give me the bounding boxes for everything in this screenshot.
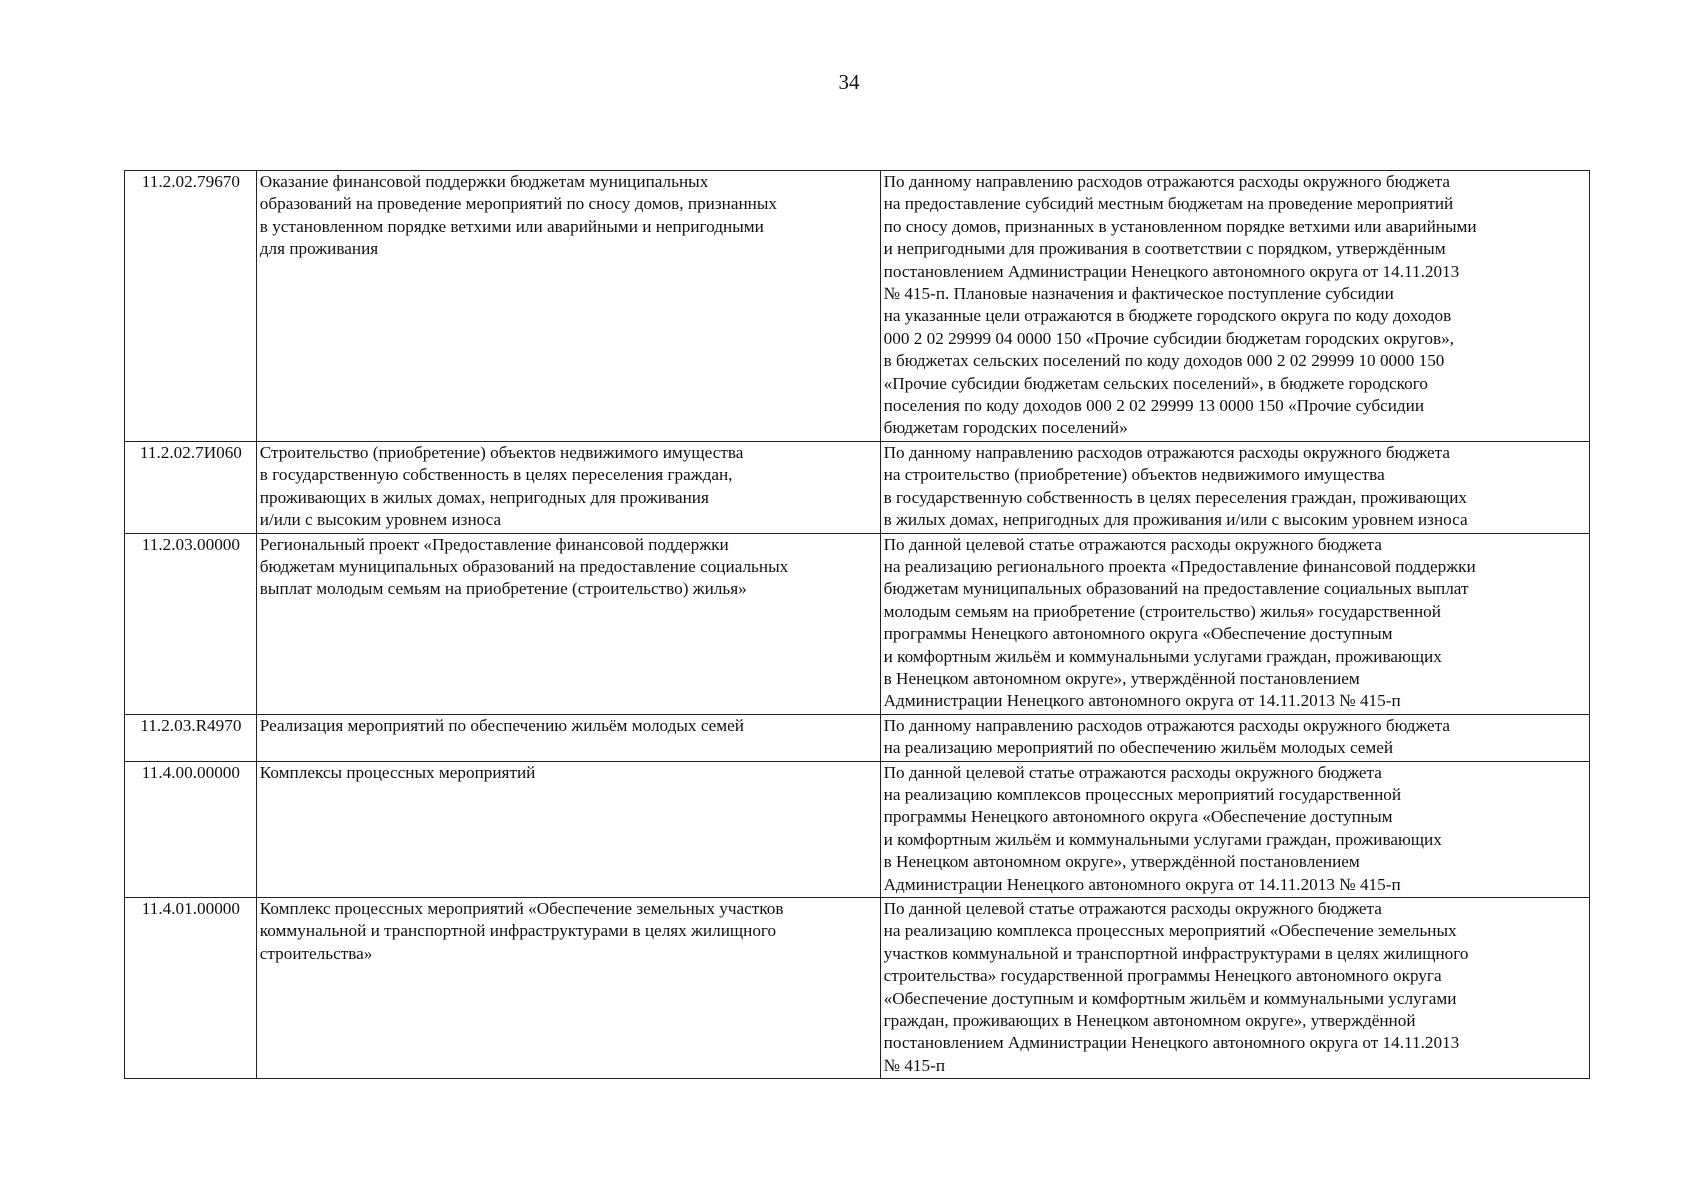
description-line: № 415-п [883, 1055, 946, 1075]
description-line: участков коммунальной и транспортной инфраструктурами в целях жилищного [883, 943, 1469, 963]
code-cell [125, 533, 257, 714]
target-article-code: 11.2.03.00000 [141, 534, 240, 554]
description-line: в жилых домах, непригодных для проживания и/или с высоким уровнем износа [883, 510, 1468, 530]
description-line: По данной целевой статье отражаются расходы окружного бюджета [883, 899, 1382, 918]
target-article-code: 11.2.02.79670 [141, 172, 240, 191]
description-line: молодым семьям на приобретение (строительство) жилья» государственной [883, 601, 1441, 621]
description-line: поселения по коду доходов 000 2 02 29999 13 0000 150 «Прочие субсидии [883, 396, 1425, 416]
name-line: и/или с высоким уровнем износа [259, 510, 502, 530]
budget-classification-table [124, 170, 1590, 1079]
description-line: 000 2 02 29999 04 0000 150 «Прочие субсидии бюджетам городских округов», [883, 328, 1454, 348]
description-line: и комфортным жильём и коммунальными услугами граждан, проживающих [883, 829, 1442, 849]
description-line: в Ненецком автономном округе», утверждённой постановлением [883, 852, 1360, 872]
description-line: на реализацию мероприятий по обеспечению жильём молодых семей [883, 738, 1394, 758]
description-cell [880, 171, 1589, 442]
description-cell [880, 533, 1589, 714]
name-line: коммунальной и транспортной инфраструктурами в целях жилищного [259, 921, 777, 941]
description-line: граждан, проживающих в Ненецком автономном округе», утверждённой [883, 1011, 1416, 1031]
name-cell [256, 533, 880, 714]
code-cell [125, 761, 257, 897]
name-cell [256, 761, 880, 897]
name-line: Комплексы процессных мероприятий [259, 762, 536, 782]
table-body [125, 171, 1590, 1079]
name-line: проживающих в жилых домах, непригодных для проживания [259, 487, 709, 507]
name-line: выплат молодым семьям на приобретение (строительство) жилья» [259, 579, 747, 599]
description-cell [880, 898, 1589, 1079]
name-line: Реализация мероприятий по обеспечению жильём молодых семей [259, 715, 744, 735]
name-line: строительства» [259, 943, 373, 963]
name-line: Комплекс процессных мероприятий «Обеспечение земельных участков [259, 899, 784, 918]
description-line: По данной целевой статье отражаются расходы окружного бюджета [883, 762, 1382, 782]
description-line: на предоставление субсидий местным бюджетам на проведение мероприятий [883, 194, 1454, 214]
description-line: По данному направлению расходов отражаются расходы окружного бюджета [883, 442, 1450, 462]
table-row [125, 441, 1590, 533]
description-line: на реализацию комплекса процессных мероприятий «Обеспечение земельных [883, 921, 1457, 941]
description-line: в бюджетах сельских поселений по коду доходов 000 2 02 29999 10 0000 150 [883, 351, 1445, 371]
description-cell [880, 714, 1589, 761]
description-line: строительства» государственной программы Ненецкого автономного округа [883, 966, 1442, 986]
name-line: для проживания [259, 239, 379, 259]
target-article-code: 11.4.00.00000 [141, 762, 240, 782]
description-line: в Ненецком автономном округе», утверждённой постановлением [883, 668, 1360, 688]
description-line: бюджетам городских поселений» [883, 418, 1128, 438]
description-line: на указанные цели отражаются в бюджете городского округа по коду доходов [883, 306, 1452, 326]
description-line: на реализацию регионального проекта «Предоставление финансовой поддержки [883, 556, 1476, 576]
description-line: и непригодными для проживания в соответствии с порядком, утверждённым [883, 239, 1446, 259]
description-line: По данному направлению расходов отражаются расходы окружного бюджета [883, 715, 1450, 735]
target-article-code: 11.4.01.00000 [141, 899, 240, 918]
name-line: бюджетам муниципальных образований на предоставление социальных [259, 556, 789, 576]
name-line: в государственную собственность в целях переселения граждан, [259, 465, 733, 485]
description-cell [880, 761, 1589, 897]
table-row [125, 898, 1590, 1079]
name-cell [256, 171, 880, 442]
table-row [125, 171, 1590, 442]
target-article-code: 11.2.03.R4970 [140, 715, 242, 735]
description-line: Администрации Ненецкого автономного округа от 14.11.2013 № 415-п [883, 874, 1401, 894]
table-row [125, 761, 1590, 897]
description-line: и комфортным жильём и коммунальными услугами граждан, проживающих [883, 646, 1442, 666]
description-line: бюджетам муниципальных образований на предоставление социальных выплат [883, 579, 1469, 599]
description-line: программы Ненецкого автономного округа «Обеспечение доступным [883, 807, 1393, 827]
name-cell [256, 898, 880, 1079]
code-cell [125, 441, 257, 533]
name-line: в установленном порядке ветхими или аварийными и непригодными [259, 216, 764, 236]
description-cell [880, 441, 1589, 533]
code-cell [125, 171, 257, 442]
description-line: на реализацию комплексов процессных мероприятий государственной [883, 784, 1402, 804]
description-line: Администрации Ненецкого автономного округа от 14.11.2013 № 415-п [883, 691, 1401, 711]
description-line: постановлением Администрации Ненецкого автономного округа от 14.11.2013 [883, 261, 1460, 281]
table-row [125, 533, 1590, 714]
code-cell [125, 714, 257, 761]
code-cell [125, 898, 257, 1079]
description-line: «Обеспечение доступным и комфортным жильём и коммунальными услугами [883, 988, 1457, 1008]
description-line: постановлением Администрации Ненецкого автономного округа от 14.11.2013 [883, 1033, 1460, 1053]
target-article-code: 11.2.02.7И060 [139, 442, 242, 462]
description-line: «Прочие субсидии бюджетам сельских поселений», в бюджете городского [883, 373, 1428, 393]
name-cell [256, 441, 880, 533]
name-line: Оказание финансовой поддержки бюджетам муниципальных [259, 172, 709, 191]
description-line: по сносу домов, признанных в установленном порядке ветхими или аварийными [883, 216, 1477, 236]
name-cell [256, 714, 880, 761]
page-number: 34 [838, 70, 860, 94]
description-line: в государственную собственность в целях переселения граждан, проживающих [883, 487, 1468, 507]
name-line: образований на проведение мероприятий по сносу домов, признанных [259, 194, 778, 214]
description-line: № 415-п. Плановые назначения и фактическое поступление субсидии [883, 284, 1394, 304]
table-row [125, 714, 1590, 761]
description-line: По данному направлению расходов отражаются расходы окружного бюджета [883, 172, 1450, 191]
description-line: на строительство (приобретение) объектов недвижимого имущества [883, 465, 1385, 485]
description-line: По данной целевой статье отражаются расходы окружного бюджета [883, 534, 1382, 554]
name-line: Строительство (приобретение) объектов недвижимого имущества [259, 442, 744, 462]
description-line: программы Ненецкого автономного округа «Обеспечение доступным [883, 624, 1393, 644]
name-line: Региональный проект «Предоставление финансовой поддержки [259, 534, 729, 554]
